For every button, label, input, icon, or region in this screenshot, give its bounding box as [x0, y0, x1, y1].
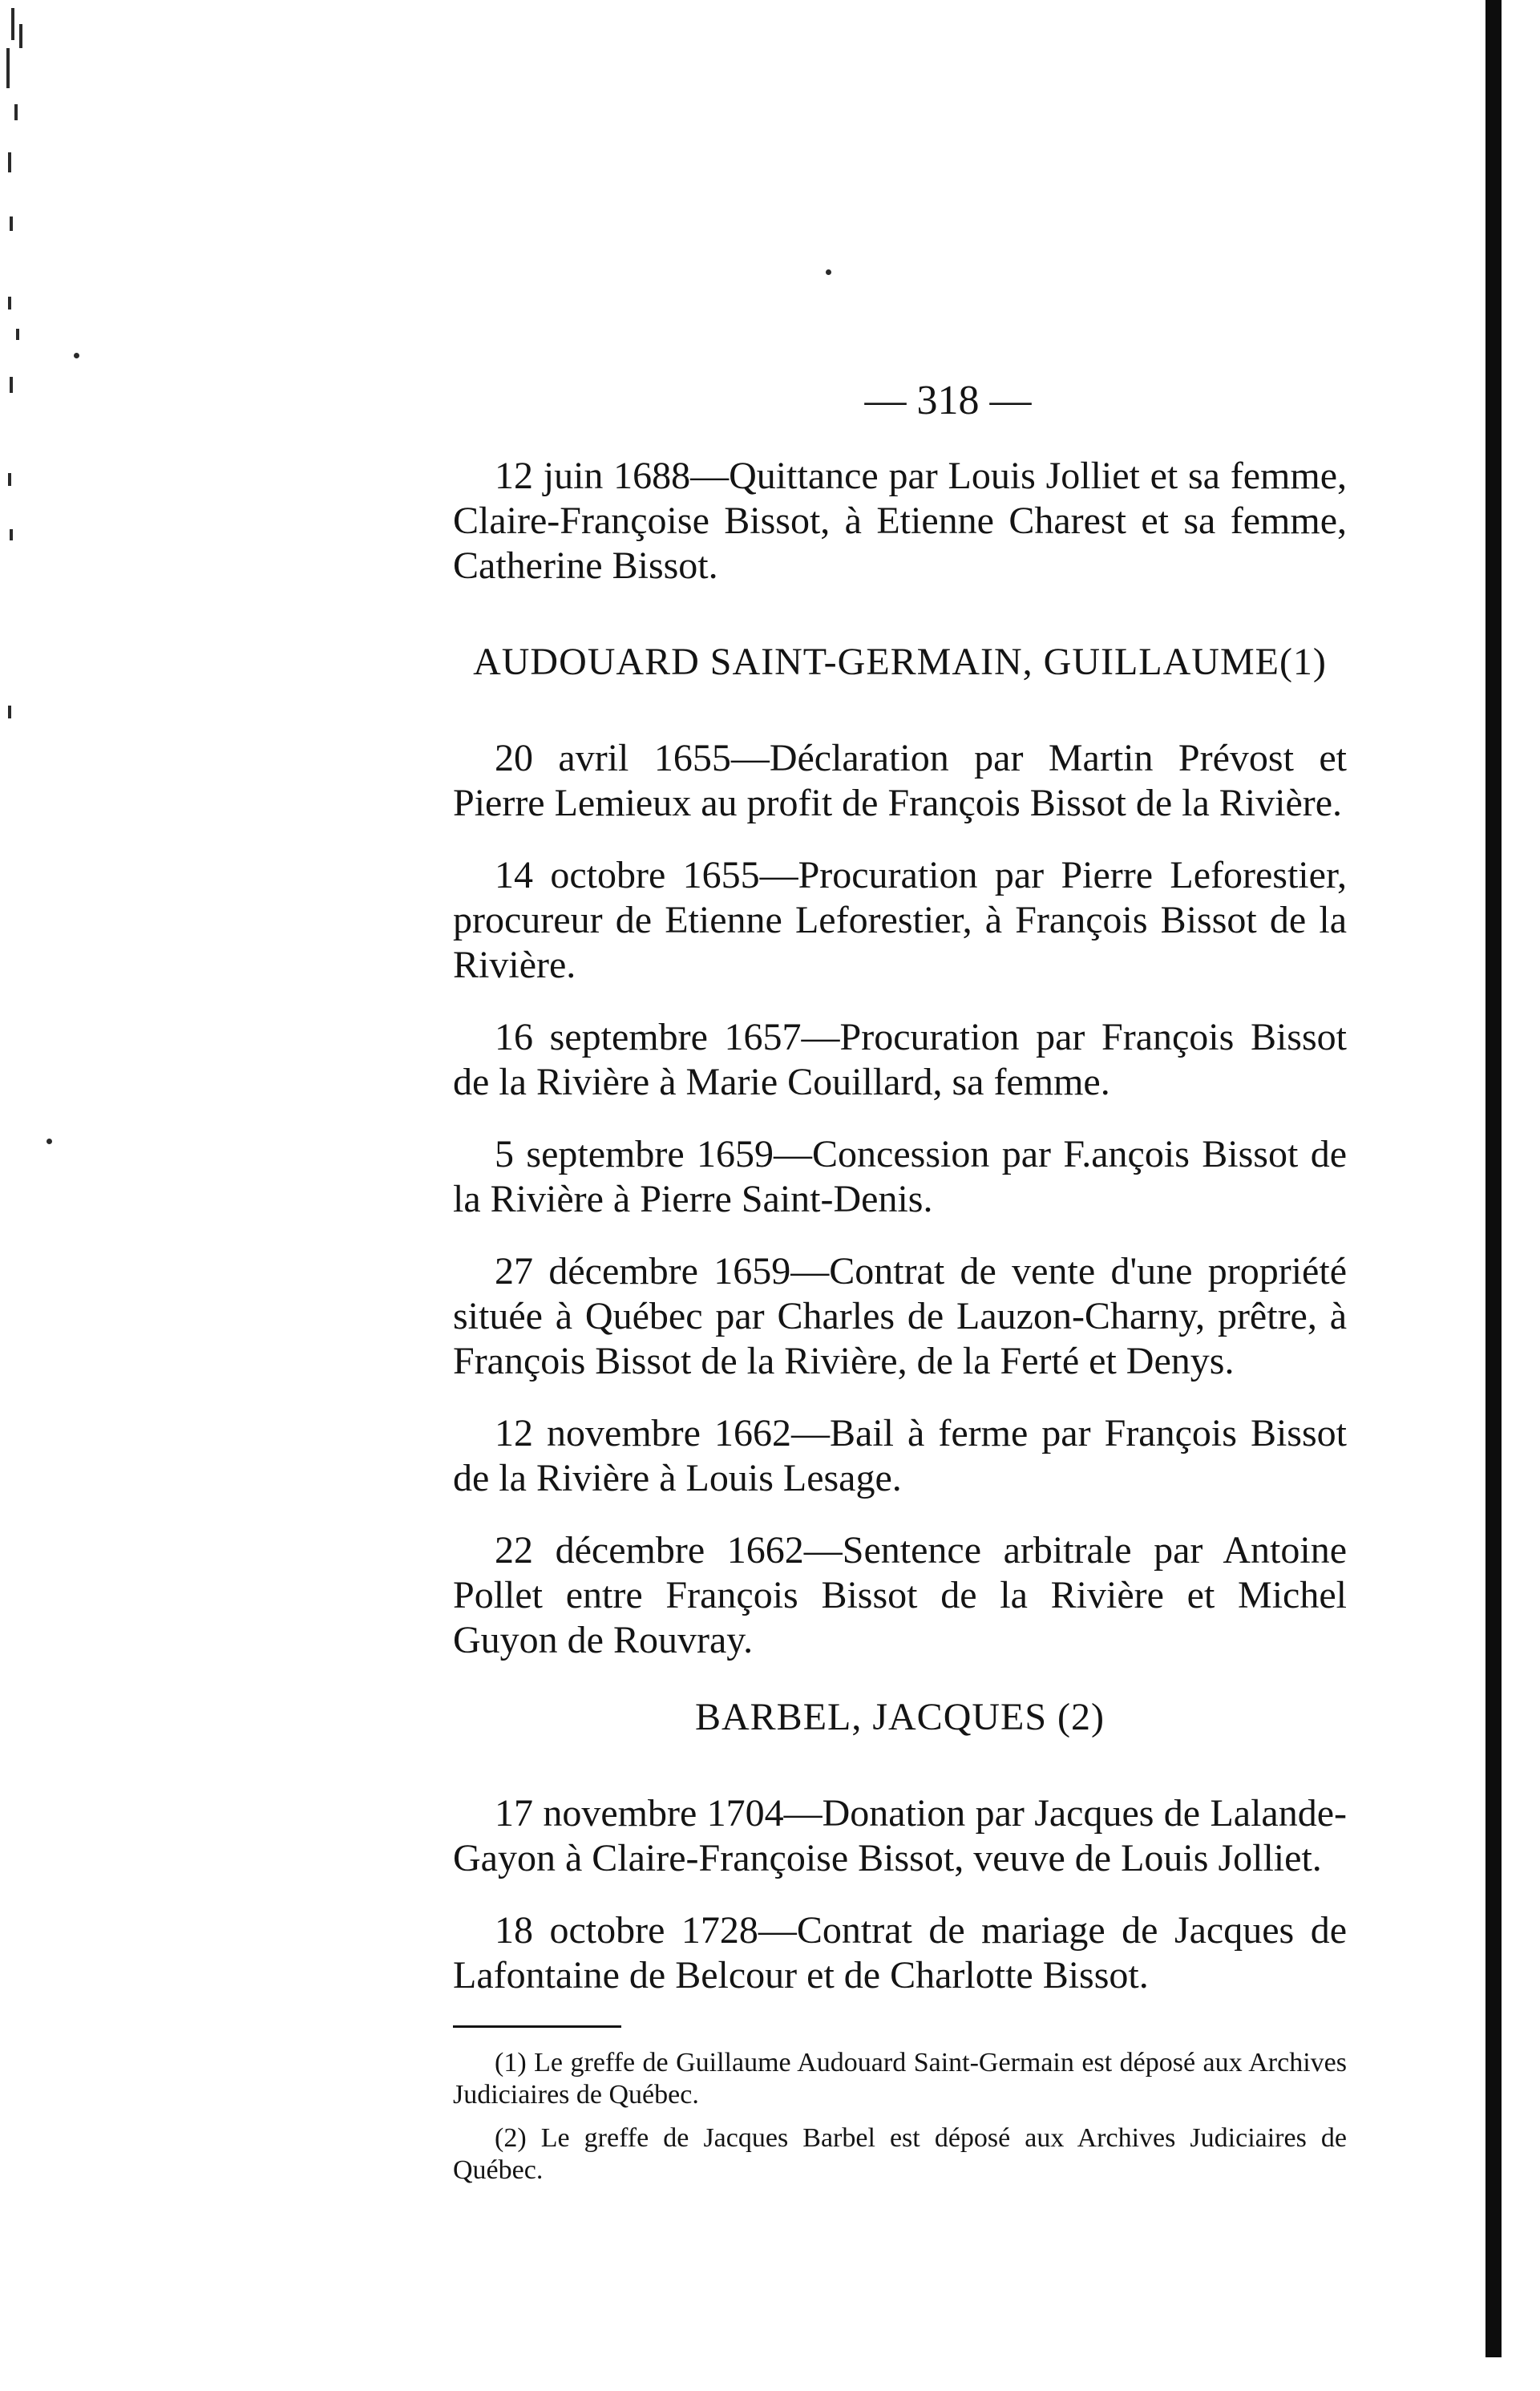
scan-edge-bar [1485, 0, 1502, 2357]
scan-edge-marks [0, 0, 48, 722]
entry-paragraph: 27 décembre 1659—Contrat de vente d'une propriété située à Québec par Charles de Lauzon-Charny, prêtre, à François Bissot de la Rivière, de la Ferté et Denys. [453, 1250, 1347, 1382]
page-number: — 318 — [864, 378, 1032, 423]
entry-paragraph: 20 avril 1655—Déclaration par Martin Prévost et Pierre Lemieux au profit de François Bissot de la Rivière. [453, 737, 1347, 824]
section-heading: AUDOUARD SAINT-GERMAIN, GUILLAUME(1) [473, 641, 1327, 683]
entry-paragraph: 12 novembre 1662—Bail à ferme par François Bissot de la Rivière à Louis Lesage. [453, 1412, 1347, 1499]
entry-paragraph: 5 septembre 1659—Concession par F.ançois Bissot de la Rivière à Pierre Saint-Denis. [453, 1133, 1347, 1220]
footnote: (2) Le greffe de Jacques Barbel est déposé aux Archives Judiciaires de Québec. [453, 2123, 1347, 2185]
entry-paragraph: 17 novembre 1704—Donation par Jacques de Lalande-Gayon à Claire-Françoise Bissot, veuve de Louis Jolliet. [453, 1792, 1347, 1879]
scan-speck [826, 269, 831, 275]
entry-paragraph: 14 octobre 1655—Procuration par Pierre Leforestier, procureur de Etienne Leforestier, à François Bissot de la Rivière. [453, 854, 1347, 986]
entry-paragraph: 22 décembre 1662—Sentence arbitrale par Antoine Pollet entre François Bissot de la Rivière et Michel Guyon de Rouvray. [453, 1529, 1347, 1661]
entry-paragraph: 16 septembre 1657—Procuration par François Bissot de la Rivière à Marie Couillard, sa femme. [453, 1016, 1347, 1103]
footnote-divider [453, 2025, 621, 2028]
scan-speck [46, 1139, 52, 1144]
page-content [453, 377, 1347, 2198]
entry-paragraph: 12 juin 1688—Quittance par Louis Jolliet et sa femme, Claire-Françoise Bissot, à Etienne Charest et sa femme, Catherine Bissot. [453, 455, 1347, 587]
footnote: (1) Le greffe de Guillaume Audouard Saint-Germain est déposé aux Archives Judiciaires de Québec. [453, 2048, 1347, 2110]
scan-speck [74, 353, 79, 358]
section-heading: BARBEL, JACQUES (2) [694, 1696, 1105, 1738]
entry-paragraph: 18 octobre 1728—Contrat de mariage de Jacques de Lafontaine de Belcour et de Charlotte Bissot. [453, 1909, 1347, 1997]
